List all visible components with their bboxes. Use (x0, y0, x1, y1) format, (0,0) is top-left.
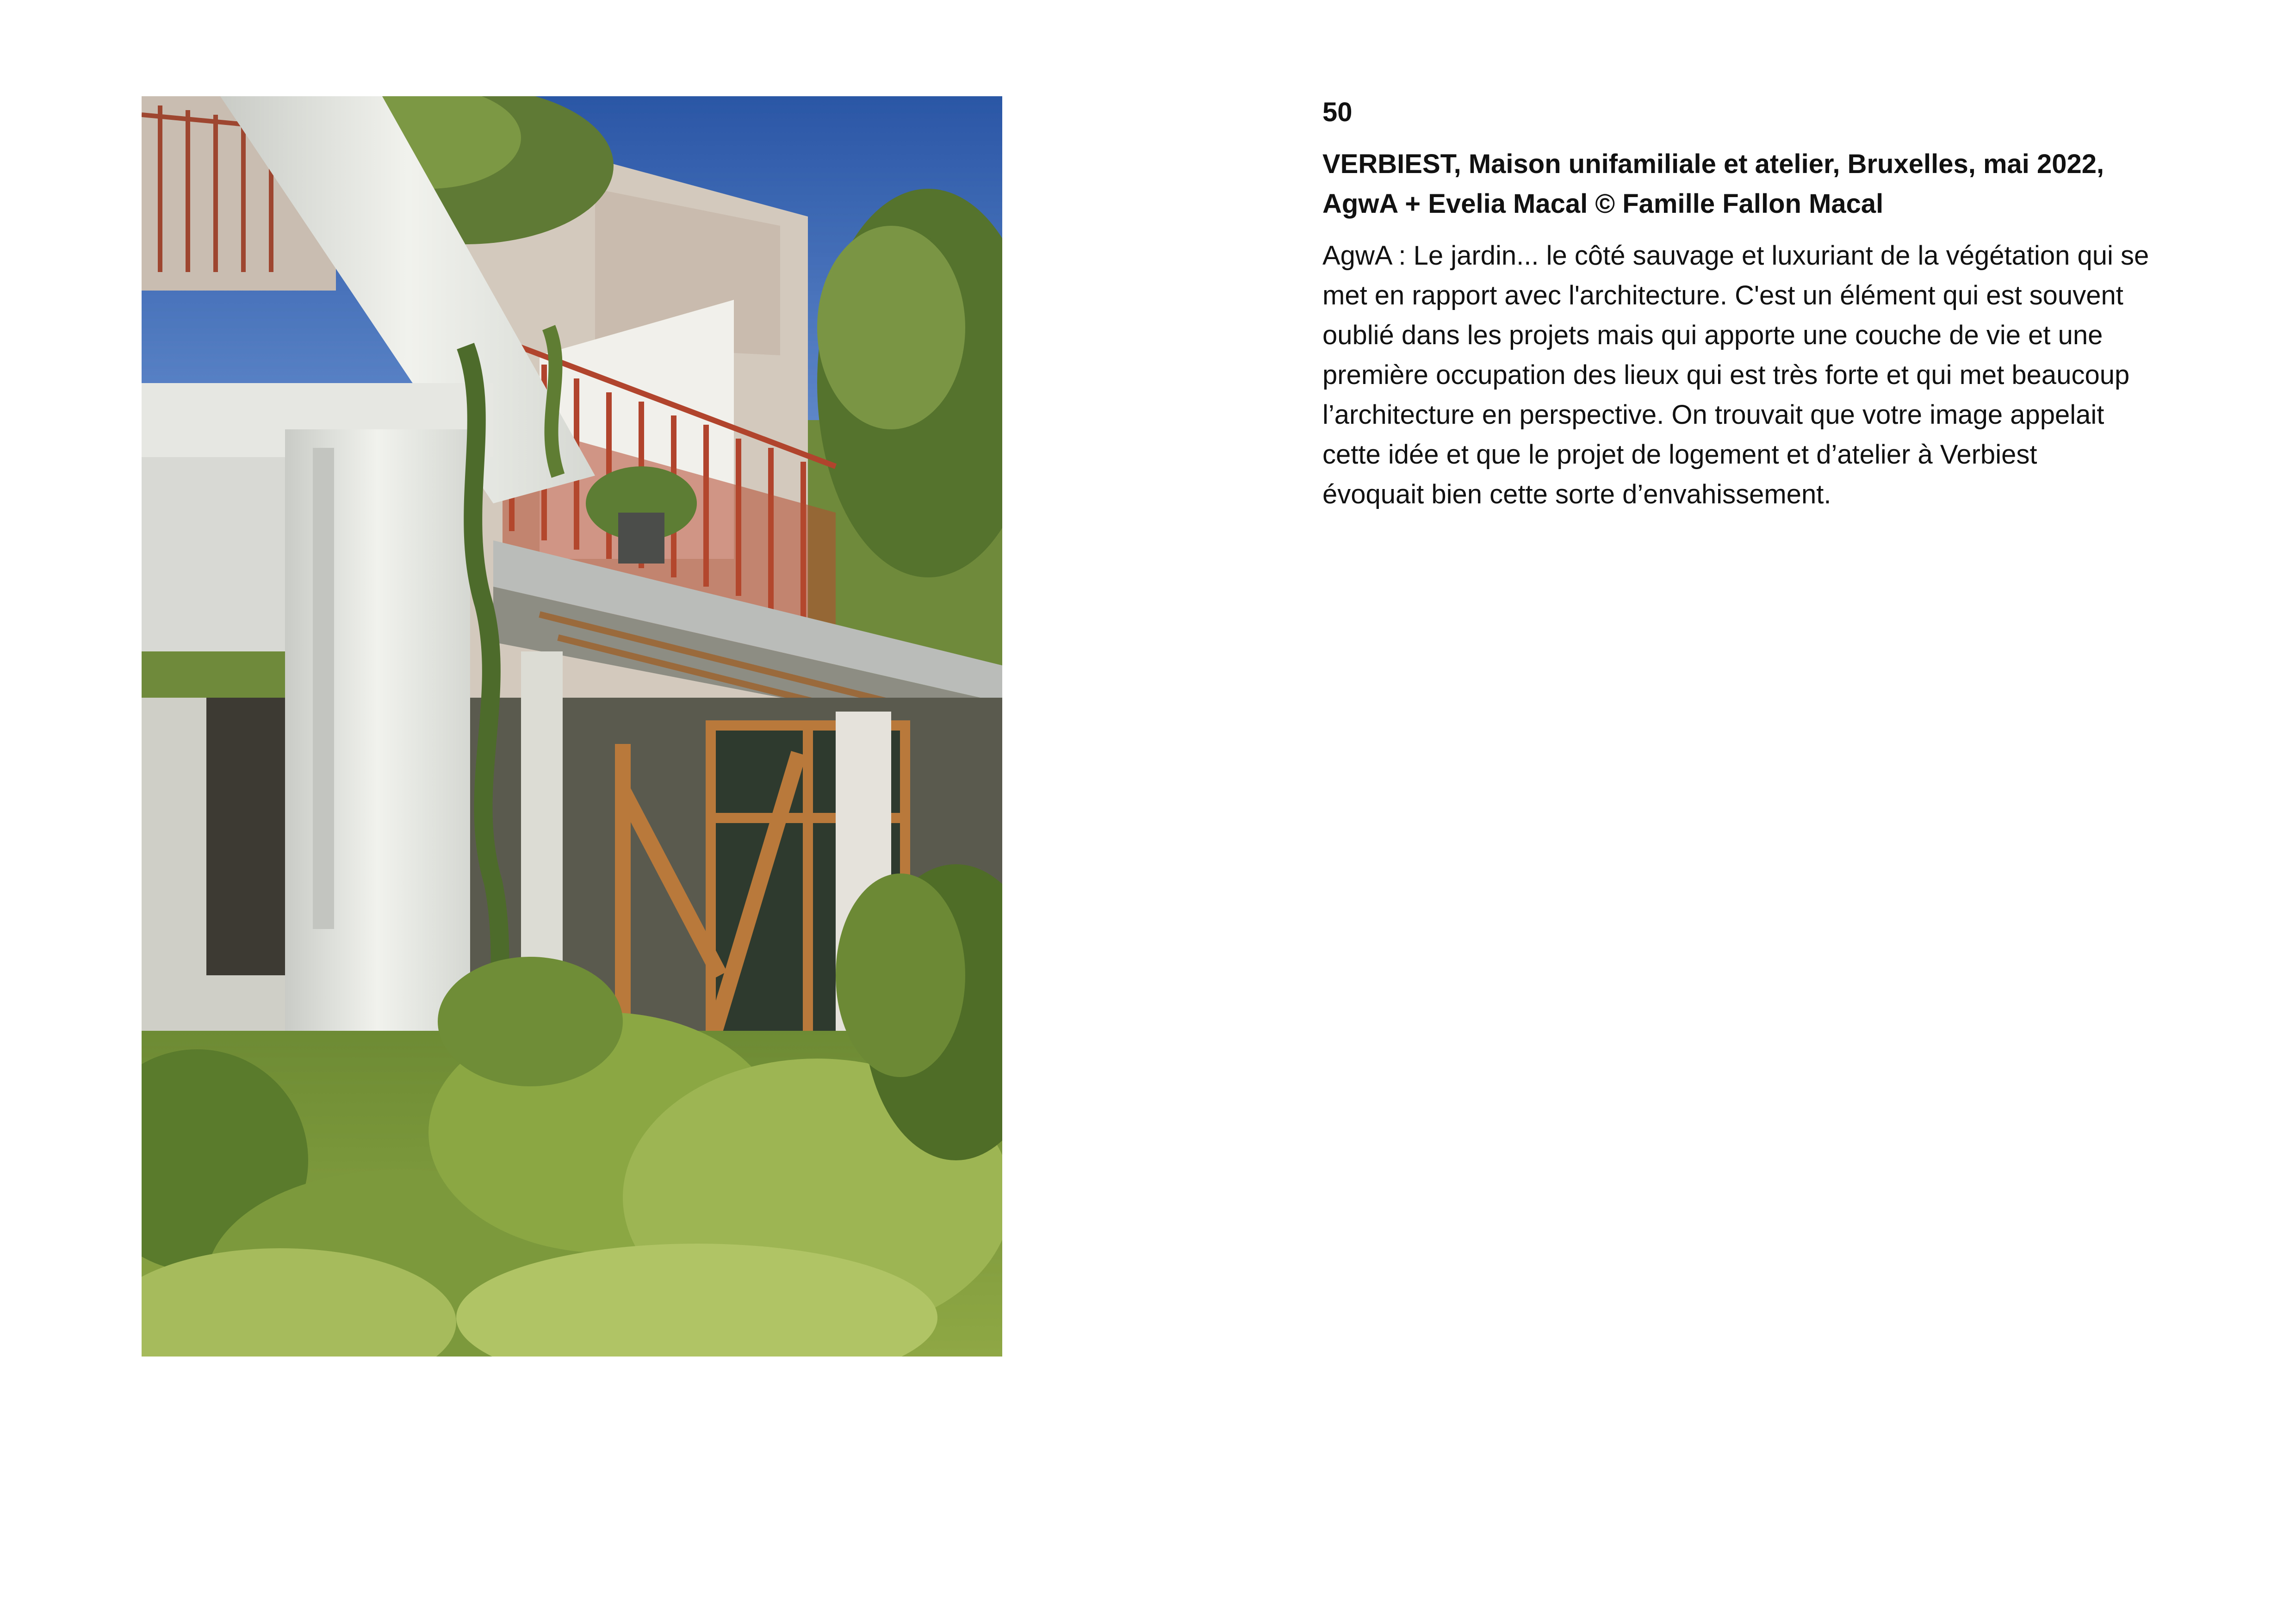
body-paragraph (1322, 236, 2202, 514)
downpipe (313, 448, 334, 929)
caption-line: AgwA + Evelia Macal © Famille Fallon Macal (1322, 189, 1884, 219)
page-number: 50 (1322, 97, 1353, 127)
body-line: oublié dans les projets mais qui apporte une couche de vie et une (1322, 320, 2103, 350)
body-line: met en rapport avec l'architecture. C'est un élément qui est souvent (1322, 280, 2123, 310)
body-line: évoquait bien cette sorte d’envahissement. (1322, 479, 1831, 509)
text-column (1322, 93, 2202, 514)
body-line: l’architecture en perspective. On trouvait que votre image appelait (1322, 400, 2104, 430)
plant-pot (618, 513, 664, 564)
body-line: première occupation des lieux qui est très forte et qui met beaucoup (1322, 360, 2130, 390)
body-line: AgwA : Le jardin... le côté sauvage et luxuriant de la végétation qui se (1322, 241, 2149, 271)
body-line: cette idée et que le projet de logement et d’atelier à Verbiest (1322, 440, 2037, 470)
photo-caption (1322, 144, 2202, 224)
caption-line: VERBIEST, Maison unifamiliale et atelier, Bruxelles, mai 2022, (1322, 149, 2104, 179)
photo-illustration (142, 96, 1002, 1357)
house-garden-photo (142, 96, 1002, 1357)
